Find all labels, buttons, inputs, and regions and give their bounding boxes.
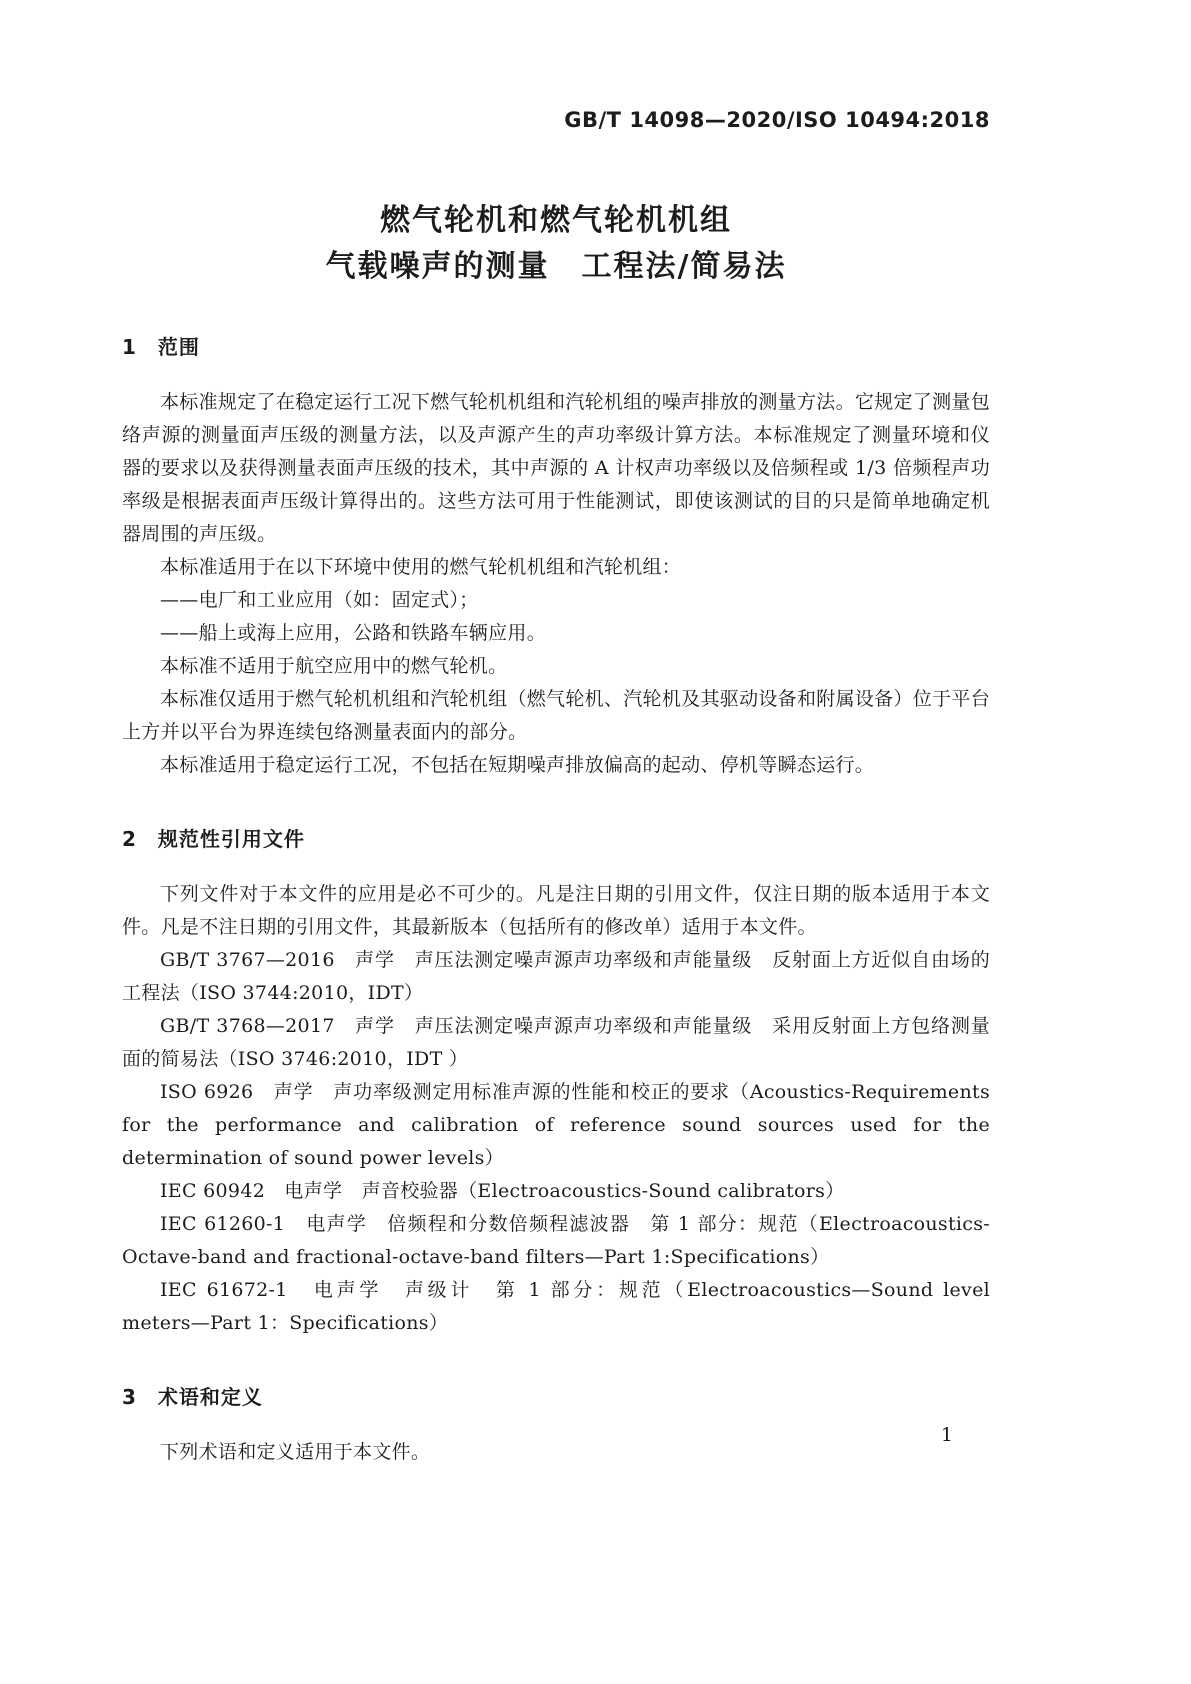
- document-title-line-2: 气载噪声的测量 工程法/简易法: [325, 249, 787, 284]
- section-heading-normative-references: 2 规范性引用文件: [122, 827, 305, 851]
- paragraph: 下列术语和定义适用于本文件。: [160, 1441, 431, 1463]
- reference-entry: ISO 6926 声学 声功率级测定用标准声源的性能和校正的要求（Acoustics-Requirements for the performance and calibration of reference sound sources used for the determination of sound power levels）: [122, 1081, 990, 1169]
- paragraph: 本标准不适用于航空应用中的燃气轮机。: [160, 655, 508, 677]
- paragraph: 本标准规定了在稳定运行工况下燃气轮机机组和汽轮机组的噪声排放的测量方法。它规定了测量包络声源的测量面声压级的测量方法，以及声源产生的声功率级计算方法。本标准规定了测量环境和仪器的要求以及获得测量表面声压级的技术，其中声源的 A 计权声功率级以及倍频程或 1/3 倍频程声功率级是根据表面声压级计算得出的。这些方法可用于性能测试，即使该测试的目的只是简单地确定机器周围的声压级。: [122, 391, 990, 545]
- reference-entry: GB/T 3767—2016 声学 声压法测定噪声源声功率级和声能量级 反射面上方近似自由场的工程法（ISO 3744:2010，IDT）: [122, 949, 990, 1004]
- reference-entry: IEC 61672-1 电声学 声级计 第 1 部分：规范（Electroacoustics—Sound level meters—Part 1：Specifications）: [122, 1279, 990, 1334]
- page-content: [122, 0, 990, 1469]
- reference-entry: IEC 60942 电声学 声音校验器（Electroacoustics-Sound calibrators）: [160, 1180, 845, 1202]
- section-terms-definitions: [122, 1384, 990, 1469]
- section-normative-references: [122, 826, 990, 1340]
- paragraph: 下列文件对于本文件的应用是必不可少的。凡是注日期的引用文件，仅注日期的版本适用于本文件。凡是不注日期的引用文件，其最新版本（包括所有的修改单）适用于本文件。: [122, 883, 990, 938]
- paragraph: 本标准适用于稳定运行工况，不包括在短期噪声排放偏高的起动、停机等瞬态运行。: [160, 754, 875, 776]
- section-heading-scope: 1 范围: [122, 335, 200, 359]
- reference-entry: GB/T 3768—2017 声学 声压法测定噪声源声功率级和声能量级 采用反射面上方包络测量面的简易法（ISO 3746:2010，IDT ）: [122, 1015, 990, 1070]
- reference-entry: IEC 61260-1 电声学 倍频程和分数倍频程滤波器 第 1 部分：规范（Electroacoustics-Octave-band and fractional-octave-band filters—Part 1:Specifications）: [122, 1213, 990, 1268]
- standard-number: GB/T 14098—2020/ISO 10494:2018: [564, 108, 990, 132]
- section-scope: [122, 334, 990, 782]
- page-number: 1: [940, 1424, 953, 1446]
- section-heading-terms-definitions: 3 术语和定义: [122, 1385, 263, 1409]
- paragraph: 本标准适用于在以下环境中使用的燃气轮机机组和汽轮机组：: [160, 556, 682, 578]
- list-item-dash: ——电厂和工业应用（如：固定式）；: [160, 589, 479, 611]
- document-title-line-1: 燃气轮机和燃气轮机机组: [380, 203, 732, 238]
- list-item-dash: ——船上或海上应用，公路和铁路车辆应用。: [160, 622, 547, 644]
- document-title: [122, 198, 990, 290]
- paragraph: 本标准仅适用于燃气轮机机组和汽轮机组（燃气轮机、汽轮机及其驱动设备和附属设备）位于平台上方并以平台为界连续包络测量表面内的部分。: [122, 688, 990, 743]
